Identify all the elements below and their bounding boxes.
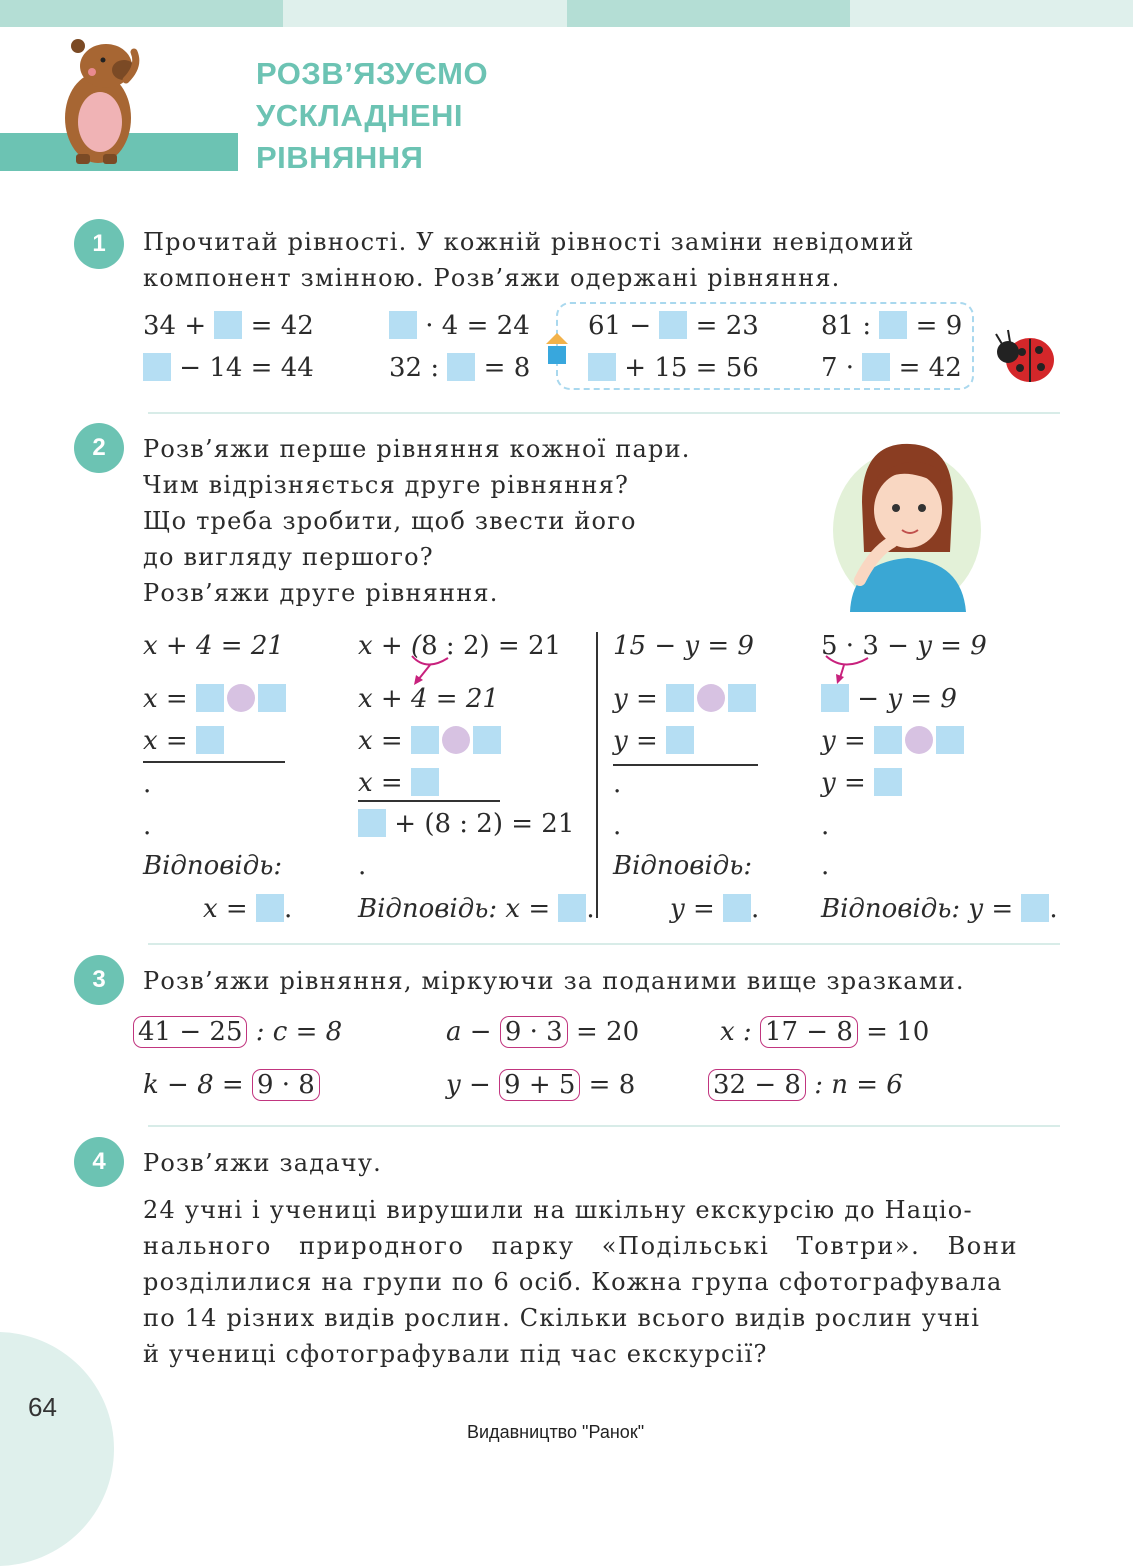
c3-dot: . (613, 769, 622, 799)
top-bar-2 (283, 0, 567, 27)
c4-step3: y = (821, 767, 902, 799)
c1-dot: . (143, 811, 152, 841)
task-number-2: 2 (74, 423, 124, 473)
task3-equation: a − 9 · 3 = 20 (446, 1017, 640, 1047)
task1-equation: 32 : = 8 (389, 353, 531, 383)
task4-text-line: нального природного парку «Подільські Товтри». Вони (143, 1232, 1019, 1260)
answer-box[interactable] (196, 684, 224, 712)
answer-box[interactable] (214, 311, 242, 339)
answer-box[interactable] (879, 311, 907, 339)
answer-box[interactable] (256, 894, 284, 922)
task4-text-line: по 14 різних видів рослин. Скільки всього видів рослин учні (143, 1304, 981, 1332)
task1-equation: · 4 = 24 (389, 310, 530, 342)
c1-underline (143, 761, 285, 763)
page-title-line-1: РОЗВ’ЯЗУЄМО (256, 56, 489, 91)
c2-step1: x + 4 = 21 (358, 684, 499, 714)
c3-dot: . (613, 811, 622, 841)
ringed-expression: 9 + 5 (499, 1069, 580, 1101)
answer-box[interactable] (666, 684, 694, 712)
section-divider (148, 1125, 1060, 1127)
ringed-expression: 17 − 8 (760, 1016, 858, 1048)
c2-equation: x + (8 : 2) = 21 (358, 631, 562, 661)
answer-box[interactable] (143, 353, 171, 381)
ringed-expression: 9 · 3 (500, 1016, 568, 1048)
task1-equation: 7 · = 42 (821, 353, 962, 383)
answer-box[interactable] (588, 353, 616, 381)
answer-box[interactable] (728, 684, 756, 712)
c1-answer: x = . (203, 894, 293, 924)
answer-box[interactable] (821, 684, 849, 712)
top-bar-3 (567, 0, 850, 27)
c3-step2: y = (613, 725, 694, 757)
operation-circle[interactable] (697, 684, 725, 712)
section-divider (148, 943, 1060, 945)
page-title-line-2: УСКЛАДНЕНІ (256, 98, 464, 133)
c1-equation: x + 4 = 21 (143, 631, 284, 661)
task1-text-line-2: компонент змінною. Розв’яжи одержані рівняння. (143, 264, 841, 292)
answer-box[interactable] (258, 684, 286, 712)
top-bar-1 (0, 0, 283, 27)
answer-box[interactable] (447, 353, 475, 381)
answer-box[interactable] (473, 726, 501, 754)
c3-step1: y = (613, 683, 756, 715)
capybara-illustration (48, 36, 143, 168)
c3-answer-label: Відповідь: (613, 851, 753, 881)
answer-box[interactable] (411, 768, 439, 796)
c2-check: + (8 : 2) = 21 (358, 808, 574, 840)
task2-text-line: Розв’яжи друге рівняння. (143, 579, 499, 607)
c4-step2: y = (821, 725, 964, 757)
task1-equation: − 14 = 44 (143, 352, 314, 384)
c4-equation: 5 · 3 − y = 9 (821, 631, 987, 661)
page-corner-shape (0, 1332, 114, 1566)
task-number-1: 1 (74, 219, 124, 269)
task-number-4: 4 (74, 1137, 124, 1187)
task3-equation: 32 − 8 : n = 6 (708, 1069, 903, 1101)
operation-circle[interactable] (227, 684, 255, 712)
answer-box[interactable] (196, 726, 224, 754)
c4-dot: . (821, 851, 830, 881)
c2-step3: x = (358, 767, 439, 799)
task2-text-line: Чим відрізняється друге рівняння? (143, 471, 630, 499)
task4-text-line: й учениці сфотографували під час екскурсії? (143, 1340, 768, 1368)
ringed-expression: 41 − 25 (133, 1016, 247, 1048)
task3-equation: y − 9 + 5 = 8 (446, 1070, 636, 1100)
girl-illustration (832, 432, 982, 612)
c4-dot: . (821, 811, 830, 841)
answer-box[interactable] (358, 809, 386, 837)
operation-circle[interactable] (905, 726, 933, 754)
c4-step1: − y = 9 (821, 683, 957, 715)
ladybug-illustration (992, 322, 1062, 390)
c2-underline (358, 800, 500, 802)
top-bar-4 (850, 0, 1133, 27)
task3-text: Розв’яжи рівняння, міркуючи за поданими вище зразками. (143, 967, 965, 995)
task4-text-line: 24 учні і учениці вирушили на шкільну екскурсію до Націо- (143, 1196, 973, 1224)
column-divider (596, 632, 598, 918)
c4-answer: Відповідь: y = . (821, 894, 1058, 924)
answer-box[interactable] (862, 353, 890, 381)
c1-answer-label: Відповідь: (143, 851, 283, 881)
answer-box[interactable] (389, 311, 417, 339)
task1-equation: 81 : = 9 (821, 311, 963, 341)
answer-box[interactable] (558, 894, 586, 922)
c2-dot: . (358, 851, 367, 881)
operation-circle[interactable] (442, 726, 470, 754)
task4-title: Розв’яжи задачу. (143, 1149, 382, 1177)
task1-equation: + 15 = 56 (588, 352, 759, 384)
c2-answer: Відповідь: x = . (358, 894, 595, 924)
ringed-expression: 32 − 8 (708, 1069, 806, 1101)
answer-box[interactable] (874, 726, 902, 754)
c3-underline (613, 764, 758, 766)
answer-box[interactable] (874, 768, 902, 796)
c2-step2: x = (358, 725, 501, 757)
section-divider (148, 412, 1060, 414)
task-number-3: 3 (74, 955, 124, 1005)
c1-dot: . (143, 769, 152, 799)
ringed-expression: 9 · 8 (252, 1069, 320, 1101)
answer-box[interactable] (723, 894, 751, 922)
answer-box[interactable] (411, 726, 439, 754)
c3-equation: 15 − y = 9 (613, 631, 754, 661)
c1-step2: x = (143, 725, 224, 757)
answer-box[interactable] (1021, 894, 1049, 922)
task1-text-line-1: Прочитай рівності. У кожній рівності заміни невідомий (143, 228, 915, 256)
task3-equation: 41 − 25 : c = 8 (133, 1016, 342, 1048)
task2-text-line: Що треба зробити, щоб звести його (143, 507, 637, 535)
task2-text-line: до вигляду першого? (143, 543, 434, 571)
c3-answer: y = . (670, 894, 760, 924)
house-icon (543, 331, 571, 367)
task2-text-line: Розв’яжи перше рівняння кожної пари. (143, 435, 691, 463)
page-number: 64 (28, 1392, 57, 1422)
answer-box[interactable] (659, 311, 687, 339)
task3-equation: k − 8 = 9 · 8 (143, 1069, 320, 1101)
answer-box[interactable] (666, 726, 694, 754)
page-title-line-3: РІВНЯННЯ (256, 140, 424, 175)
answer-box[interactable] (936, 726, 964, 754)
c1-step1: x = (143, 683, 286, 715)
task4-text-line: розділилися на групи по 6 осіб. Кожна група сфотографувала (143, 1268, 1003, 1296)
task1-equation: 61 − = 23 (588, 311, 759, 341)
task1-equation: 34 + = 42 (143, 311, 314, 341)
task3-equation: x : 17 − 8 = 10 (720, 1017, 930, 1047)
publisher: Видавництво "Ранок" (467, 1422, 645, 1442)
